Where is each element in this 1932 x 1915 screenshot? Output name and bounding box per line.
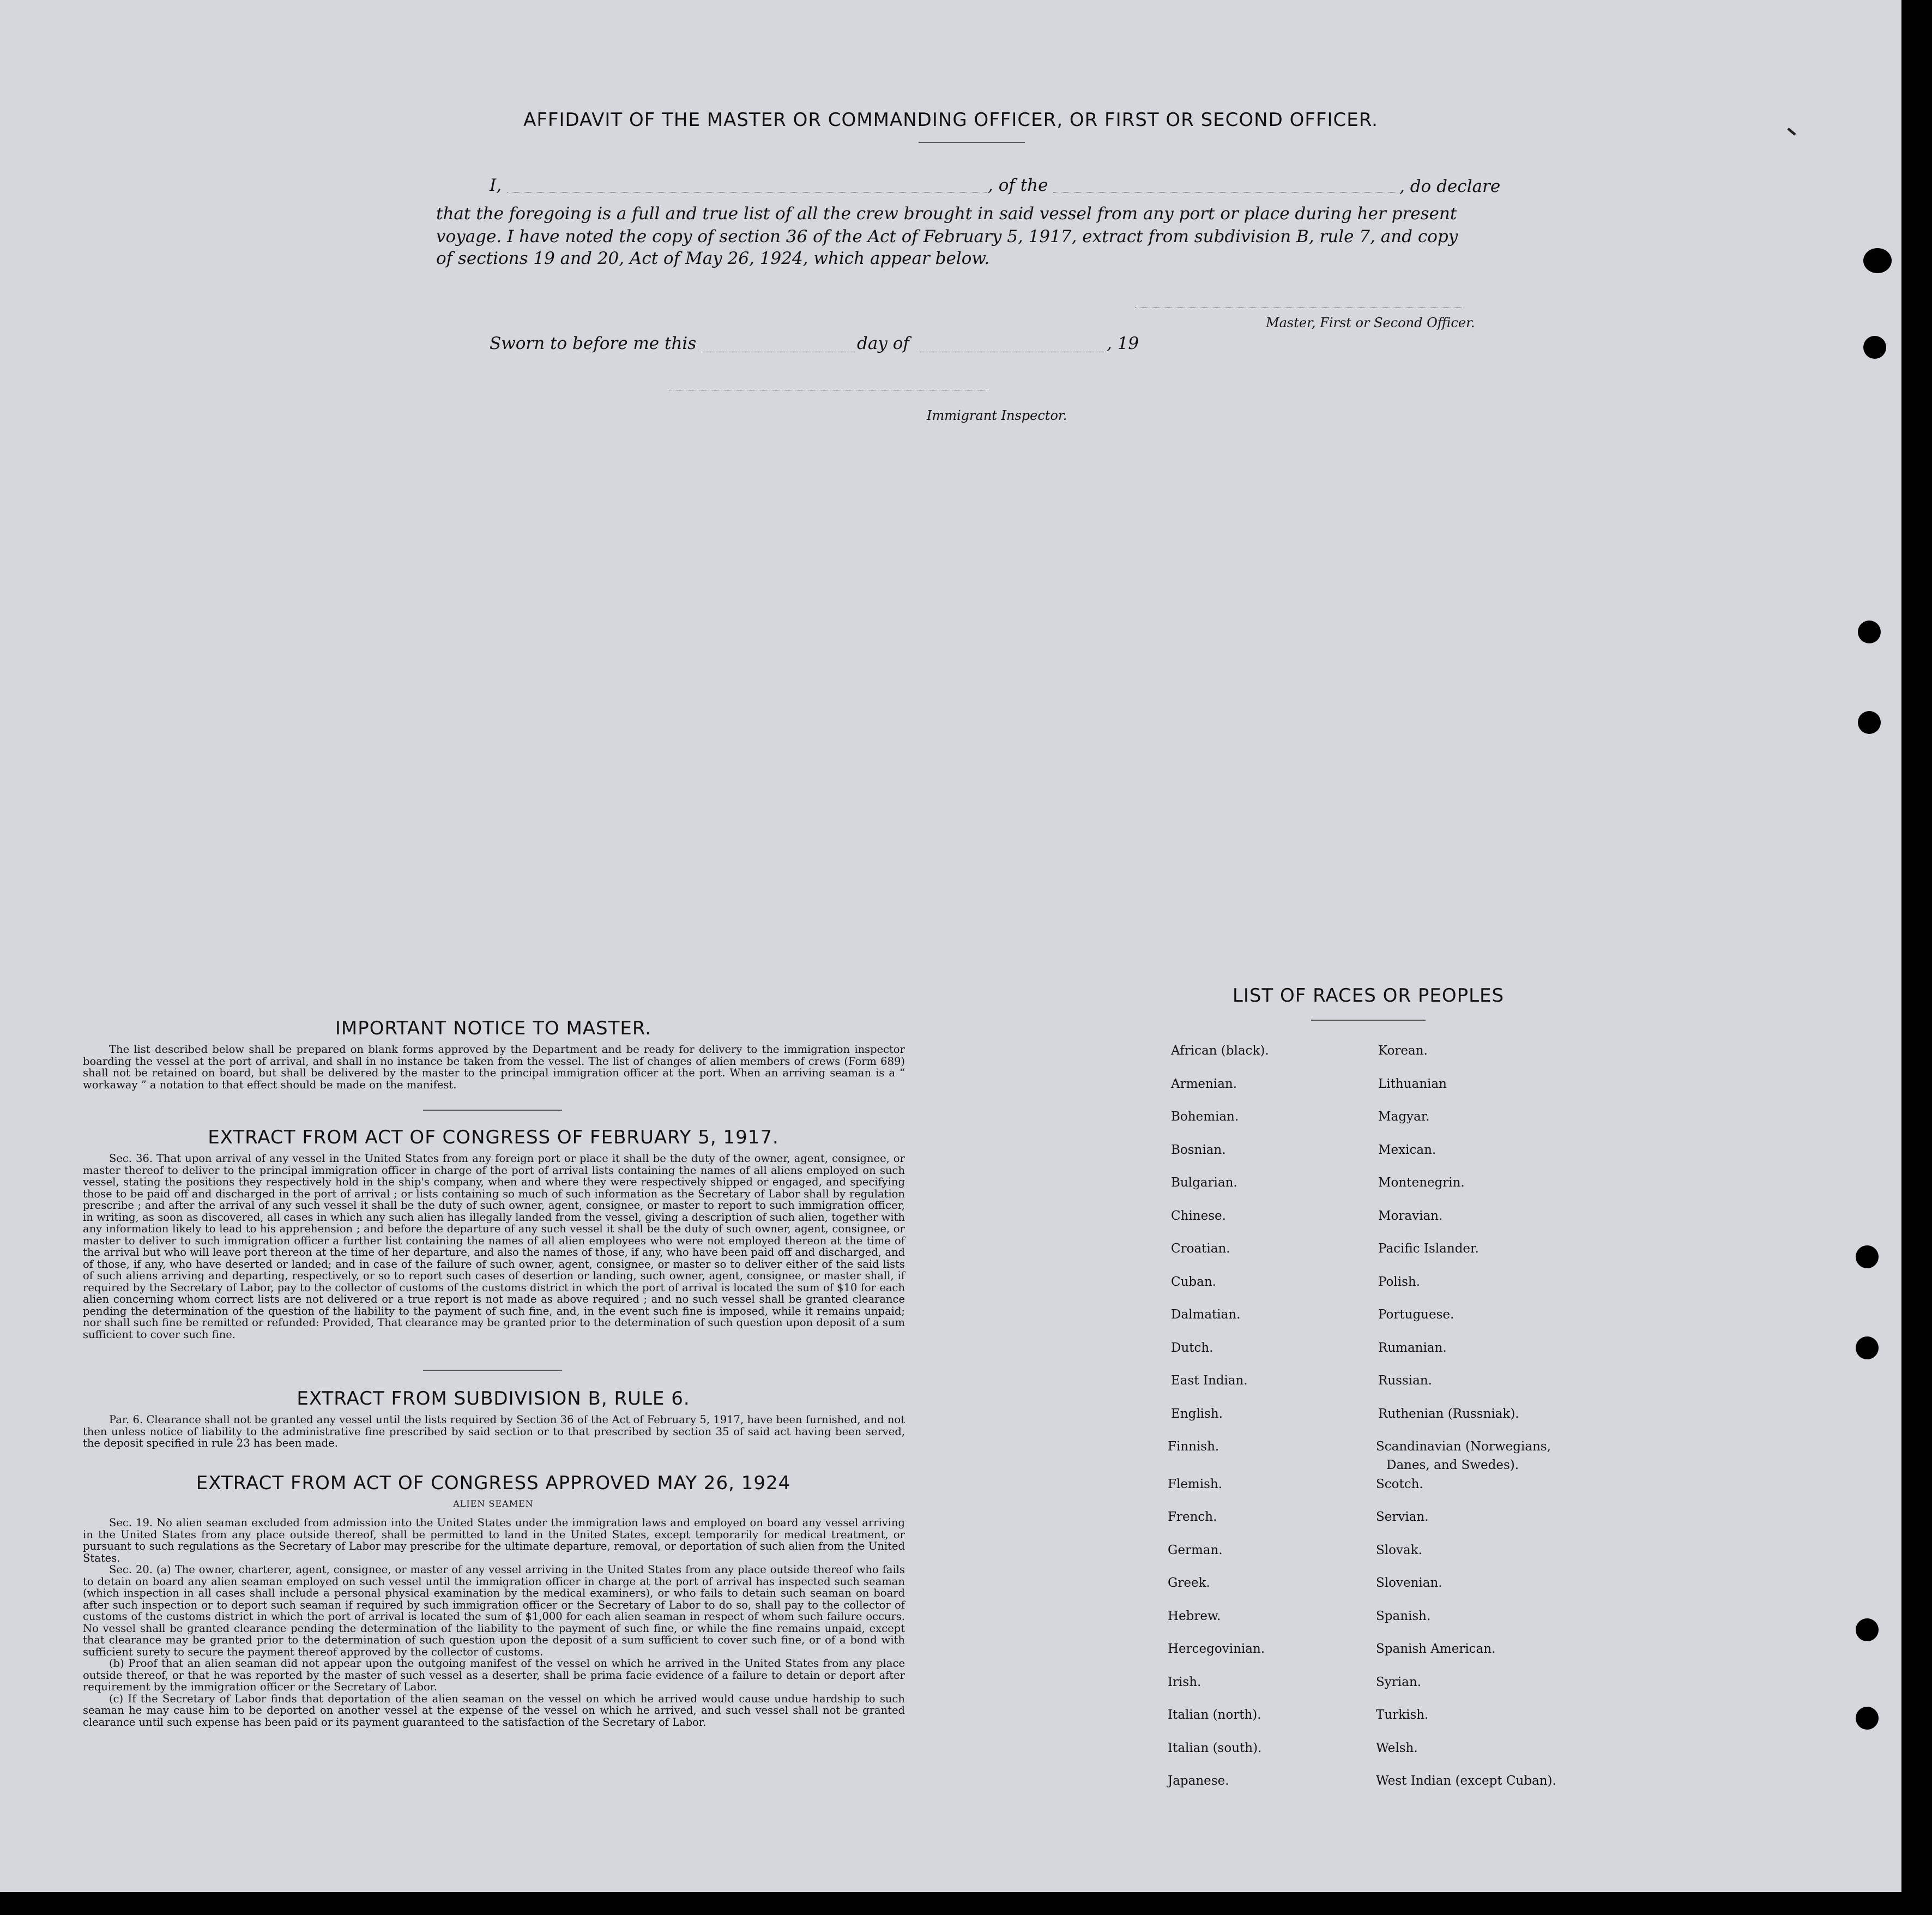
race-right-item: Polish. <box>1378 1274 1421 1289</box>
race-left-item: Hebrew. <box>1168 1609 1221 1623</box>
title-divider <box>919 142 1025 143</box>
affidavit-line-4: of sections 19 and 20, Act of May 26, 1924, which appear below. <box>436 249 990 268</box>
race-left-item: Irish. <box>1168 1675 1202 1689</box>
race-left-item: Dutch. <box>1171 1340 1213 1355</box>
divider-1 <box>423 1110 562 1111</box>
extract-rule6-title: EXTRACT FROM SUBDIVISION B, RULE 6. <box>297 1388 690 1410</box>
race-right-continuation: Danes, and Swedes). <box>1386 1458 1519 1472</box>
race-left-item: German. <box>1168 1543 1223 1557</box>
race-right-item: Pacific Islander. <box>1378 1242 1479 1256</box>
section-20b-text: (b) Proof that an alien seaman did not appear upon the outgoing manifest of the vessel on which he arrived in the United States from any place outside thereof, or that he was reported by the master of such vessel as a deserter, shall be prima facie evidence of a failure to detain or deport after requirement by the immigration officer or the Secretary of Labor. <box>83 1657 905 1693</box>
extract-1924-text <box>83 1517 905 1728</box>
race-right-item: Lithuanian <box>1378 1076 1447 1091</box>
race-left-item: Greek. <box>1168 1576 1210 1590</box>
affidavit-line-3: voyage. I have noted the copy of section 36 of the Act of February 5, 1917, extract from subdivision B, rule 7, and copy <box>436 227 1458 246</box>
pen-mark: ━ <box>1782 122 1801 142</box>
notice-title: IMPORTANT NOTICE TO MASTER. <box>335 1017 652 1039</box>
race-right-item: Mexican. <box>1378 1142 1436 1157</box>
race-left-item: Dalmatian. <box>1171 1308 1241 1322</box>
extract-1917-text: Sec. 36. That upon arrival of any vessel in the United States from any foreign port or place it shall be the duty of the owner, agent, consignee, or master thereof to deliver to the principal immigration officer in charge of the port of arrival lists containing the names of all aliens employed on such vessel, stating the positions they respectively hold in the ship's company, when and where they were respectively shipped or engaged, and specifying those to be paid off and discharged in the port of arrival ; or lists containing so much of such information as the Secretary of Labor shall by regulation prescribe ; and after the arrival of any such vessel it shall be the duty of such owner, agent, consignee, or master to report to such immigration officer, in writing, as soon as discovered, all cases in which any such alien has illegally landed from the vessel, giving a description of such alien, together with any information likely to lead to his apprehension ; and before the departure of any such vessel it shall be the duty of such owner, agent, consignee, or master to deliver to such immigration officer a further list containing the names of all alien employees who were not employed thereon at the time of the arrival but who will leave port thereon at the time of her departure, and also the names of those, if any, who have been paid off and discharged, and of those, if any, who have deserted or landed; and in case of the failure of such owner, agent, consignee, or master so to deliver either of the said lists of such aliens arriving and departing, respectively, or so to report such cases of desertion or landing, such owner, agent, consignee, or master shall, if required by the Secretary of Labor, pay to the collector of customs of the customs district in which the port of arrival is located the sum of $10 for each alien concerning whom correct lists are not delivered or a true report is not made as above required ; and no such vessel shall be granted clearance pending the determination of the question of the liability to the payment of such fine, and, in the event such fine is imposed, while it remains unpaid; nor shall such fine be remitted or refunded: Provided, That clearance may be granted prior to the determination of such question upon deposit of a sum sufficient to cover such fine. <box>83 1152 905 1341</box>
affidavit-line-2: that the foregoing is a full and true list of all the crew brought in said vessel from any port or place during her present <box>436 204 1457 224</box>
section-19-text: Sec. 19. No alien seaman excluded from admission into the United States under the immigration laws and employed on board any vessel arriving in the United States from any place outside thereof, shall be permitted to land in the United States, except temporarily for medical treatment, or pursuant to such regulations as the Secretary of Labor may prescribe for the ultimate departure, removal, or deportation of such alien from the United States. <box>83 1516 905 1564</box>
binder-hole <box>1863 336 1886 359</box>
day-of-label: day of <box>857 334 909 353</box>
race-right-item: Spanish. <box>1376 1609 1431 1623</box>
race-left-item: Armenian. <box>1171 1076 1237 1091</box>
race-right-item: West Indian (except Cuban). <box>1376 1774 1556 1788</box>
divider-2 <box>423 1370 562 1371</box>
race-left-item: Finnish. <box>1168 1440 1219 1454</box>
race-right-item: Magyar. <box>1378 1110 1430 1124</box>
race-right-item: Turkish. <box>1376 1708 1429 1722</box>
extract-1924-title: EXTRACT FROM ACT OF CONGRESS APPROVED MAY 26, 1924 <box>196 1472 791 1494</box>
affidavit-i-label: I, <box>490 176 502 195</box>
binder-hole <box>1858 621 1881 643</box>
race-left-item: Bulgarian. <box>1171 1176 1237 1190</box>
binder-hole <box>1856 1618 1879 1641</box>
race-right-item: Rumanian. <box>1378 1340 1447 1355</box>
binder-hole <box>1856 1245 1879 1268</box>
race-right-item: Moravian. <box>1378 1208 1443 1223</box>
affidavit-of-the-label: , of the <box>988 176 1048 195</box>
race-left-item: English. <box>1171 1406 1223 1421</box>
race-right-item: Spanish American. <box>1376 1642 1496 1656</box>
alien-seamen-subtitle: ALIEN SEAMEN <box>453 1498 534 1509</box>
race-right-item: Scotch. <box>1376 1477 1423 1491</box>
section-20c-text: (c) If the Secretary of Labor finds that deportation of the alien seaman on the vessel on which he arrived would cause undue hardship to such seaman he may cause him to be deported on another vessel at the expense of the vessel on which he arrived, and such vessel shall not be granted clearance until such expense has been paid or its payment guaranteed to the satisfaction of the Secretary of Labor. <box>83 1692 905 1729</box>
race-left-item: Japanese. <box>1168 1774 1229 1788</box>
race-right-item: Montenegrin. <box>1378 1176 1465 1190</box>
extract-rule6-text: Par. 6. Clearance shall not be granted any vessel until the lists required by Section 36 of the Act of February 5, 1917, have been furnished, and not then unless notice of liability to the administrative fine prescribed by said section or to that prescribed by section 35 of said act having been served, the deposit specified in rule 23 has been made. <box>83 1413 905 1449</box>
race-right-item: Portuguese. <box>1378 1308 1454 1322</box>
race-left-item: Flemish. <box>1168 1477 1223 1491</box>
race-right-item: Syrian. <box>1376 1675 1421 1689</box>
race-left-item: Hercegovinian. <box>1168 1642 1265 1656</box>
race-left-item: French. <box>1168 1510 1217 1524</box>
extract-1917-title: EXTRACT FROM ACT OF CONGRESS OF FEBRUARY 5, 1917. <box>208 1127 779 1148</box>
affidavit-do-declare: , do declare <box>1399 177 1501 196</box>
race-left-item: African (black). <box>1171 1044 1269 1058</box>
race-right-item: Russian. <box>1378 1374 1432 1388</box>
affidavit-title: AFFIDAVIT OF THE MASTER OR COMMANDING OFFICER, OR FIRST OR SECOND OFFICER. <box>523 109 1378 131</box>
race-left-item: East Indian. <box>1171 1374 1248 1388</box>
race-right-item: Ruthenian (Russniak). <box>1378 1406 1519 1421</box>
race-right-item: Welsh. <box>1376 1741 1418 1755</box>
inspector-label: Immigrant Inspector. <box>927 408 1067 423</box>
race-left-item: Croatian. <box>1171 1242 1230 1256</box>
master-signature-label: Master, First or Second Officer. <box>1266 315 1475 330</box>
sworn-label: Sworn to before me this <box>490 334 697 353</box>
race-left-item: Bohemian. <box>1171 1110 1239 1124</box>
race-right-item: Scandinavian (Norwegians, <box>1376 1440 1551 1454</box>
race-left-item: Chinese. <box>1171 1208 1226 1223</box>
race-right-item: Korean. <box>1378 1044 1428 1058</box>
race-left-item: Cuban. <box>1171 1274 1216 1289</box>
race-left-item: Italian (north). <box>1168 1708 1261 1722</box>
binder-hole <box>1858 711 1881 734</box>
binder-hole <box>1856 1707 1879 1730</box>
races-title: LIST OF RACES OR PEOPLES <box>1232 985 1505 1007</box>
binder-hole <box>1856 1336 1879 1359</box>
binder-hole <box>1863 248 1892 273</box>
race-right-item: Slovak. <box>1376 1543 1422 1557</box>
section-20a-text: Sec. 20. (a) The owner, charterer, agent, consignee, or master of any vessel arriving in the United States from any place outside thereof who fails to detain on board any alien seaman employed on such vessel until the immigration officer in charge at the port of arrival has inspected such seaman (which inspection in all cases shall include a personal physical examination by the medical examiners), or who fails to detain such seaman on board after such inspection or to deport such seaman if required by such immigration officer or the Secretary of Labor to do so, shall pay to the collector of customs of the customs district in which the port of arrival is located the sum of $1,000 for each alien seaman in respect of whom such failure occurs. No vessel shall be granted clearance pending the determination of the liability to the payment of such fine, or while the fine remains unpaid, except that clearance may be granted prior to the determination of such question upon the deposit of a sum sufficient to cover such fine, or of a bond with sufficient surety to secure the payment thereof approved by the collector of customs. <box>83 1563 905 1658</box>
race-left-item: Italian (south). <box>1168 1741 1262 1755</box>
race-right-item: Slovenian. <box>1376 1576 1442 1590</box>
year-label: , 19 <box>1107 334 1139 353</box>
notice-text: The list described below shall be prepared on blank forms approved by the Department and be ready for delivery to the immigration inspector boarding the vessel at the port of arrival, and shall in no instance be taken from the vessel. The list of changes of alien members of crews (Form 689) shall not be retained on board, but shall be delivered by the master to the principal immigration officer at the port. When an arriving seaman is a “ workaway ” a notation to that effect should be made on the manifest. <box>83 1043 905 1091</box>
race-right-item: Servian. <box>1376 1510 1429 1524</box>
race-left-item: Bosnian. <box>1171 1142 1226 1157</box>
races-divider <box>1311 1020 1426 1021</box>
